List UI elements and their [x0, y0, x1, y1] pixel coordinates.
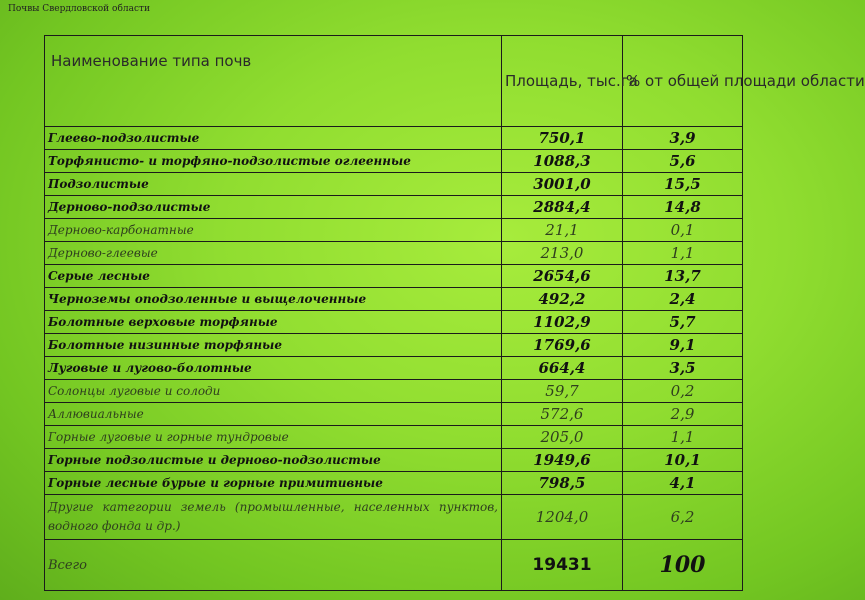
soil-name: Болотные верховые торфяные	[45, 311, 502, 334]
soil-area: 59,7	[502, 380, 623, 403]
soil-name: Подзолистые	[45, 173, 502, 196]
table-row	[45, 380, 743, 403]
soil-percent: 5,6	[623, 150, 743, 173]
table-row	[45, 449, 743, 472]
soil-area: 2654,6	[502, 265, 623, 288]
soil-percent: 5,7	[623, 311, 743, 334]
soil-area: 213,0	[502, 242, 623, 265]
soil-name: Черноземы оподзоленные и выщелоченные	[45, 288, 502, 311]
table-row	[45, 150, 743, 173]
soil-name: Глеево-подзолистые	[45, 127, 502, 150]
table-row	[45, 242, 743, 265]
table-header-row	[45, 36, 743, 127]
table-row	[45, 311, 743, 334]
soil-percent: 13,7	[623, 265, 743, 288]
soil-name: Горные луговые и горные тундровые	[45, 426, 502, 449]
table-row	[45, 472, 743, 495]
soil-area: 1949,6	[502, 449, 623, 472]
soil-area: 664,4	[502, 357, 623, 380]
table-row	[45, 173, 743, 196]
soil-percent: 1,1	[623, 242, 743, 265]
soil-area: 572,6	[502, 403, 623, 426]
soil-area: 1102,9	[502, 311, 623, 334]
header-percent: % от общей площади области	[623, 36, 743, 127]
header-soil-type: Наименование типа почв	[45, 36, 502, 127]
table-row	[45, 219, 743, 242]
soil-percent: 0,2	[623, 380, 743, 403]
soil-table	[44, 35, 865, 591]
soil-percent: 10,1	[623, 449, 743, 472]
soil-area: 798,5	[502, 472, 623, 495]
soil-percent: 2,9	[623, 403, 743, 426]
total-percent: 100	[623, 540, 743, 591]
soil-area: 2884,4	[502, 196, 623, 219]
soil-name: Горные лесные бурые и горные примитивные	[45, 472, 502, 495]
soil-name: Серые лесные	[45, 265, 502, 288]
table-row	[45, 357, 743, 380]
table-row	[45, 403, 743, 426]
soil-name: Торфянисто- и торфяно-подзолистые оглеенные	[45, 150, 502, 173]
soil-percent: 3,9	[623, 127, 743, 150]
soil-percent: 3,5	[623, 357, 743, 380]
soil-name: Дерново-карбонатные	[45, 219, 502, 242]
soil-percent: 6,2	[623, 495, 743, 540]
soil-name: Солонцы луговые и солоди	[45, 380, 502, 403]
soil-area: 1204,0	[502, 495, 623, 540]
soil-percent: 15,5	[623, 173, 743, 196]
soil-area: 1088,3	[502, 150, 623, 173]
page-title: Почвы Свердловской области	[8, 4, 150, 14]
soil-percent: 0,1	[623, 219, 743, 242]
soil-percent: 14,8	[623, 196, 743, 219]
soil-name: Дерново-подзолистые	[45, 196, 502, 219]
table-row	[45, 426, 743, 449]
soil-percent: 4,1	[623, 472, 743, 495]
header-area: Площадь, тыс.га	[502, 36, 623, 127]
soil-area: 3001,0	[502, 173, 623, 196]
soil-name: Дерново-глеевые	[45, 242, 502, 265]
total-row	[45, 540, 743, 591]
soil-area: 492,2	[502, 288, 623, 311]
table-row	[45, 495, 743, 540]
soil-area: 205,0	[502, 426, 623, 449]
soil-name: Другие категории земель (промышленные, населенных пунктов, водного фонда и др.)	[45, 495, 502, 540]
soil-name: Горные подзолистые и дерново-подзолистые	[45, 449, 502, 472]
soil-percent: 9,1	[623, 334, 743, 357]
soil-name: Болотные низинные торфяные	[45, 334, 502, 357]
soil-area: 750,1	[502, 127, 623, 150]
table-row	[45, 265, 743, 288]
table-row	[45, 288, 743, 311]
soil-percent: 2,4	[623, 288, 743, 311]
soil-name: Луговые и лугово-болотные	[45, 357, 502, 380]
soil-area: 21,1	[502, 219, 623, 242]
soil-name: Аллювиальные	[45, 403, 502, 426]
total-area: 19431	[502, 540, 623, 591]
table-row	[45, 196, 743, 219]
total-label: Всего	[45, 540, 502, 591]
table-row	[45, 127, 743, 150]
soil-area: 1769,6	[502, 334, 623, 357]
soil-percent: 1,1	[623, 426, 743, 449]
table-row	[45, 334, 743, 357]
